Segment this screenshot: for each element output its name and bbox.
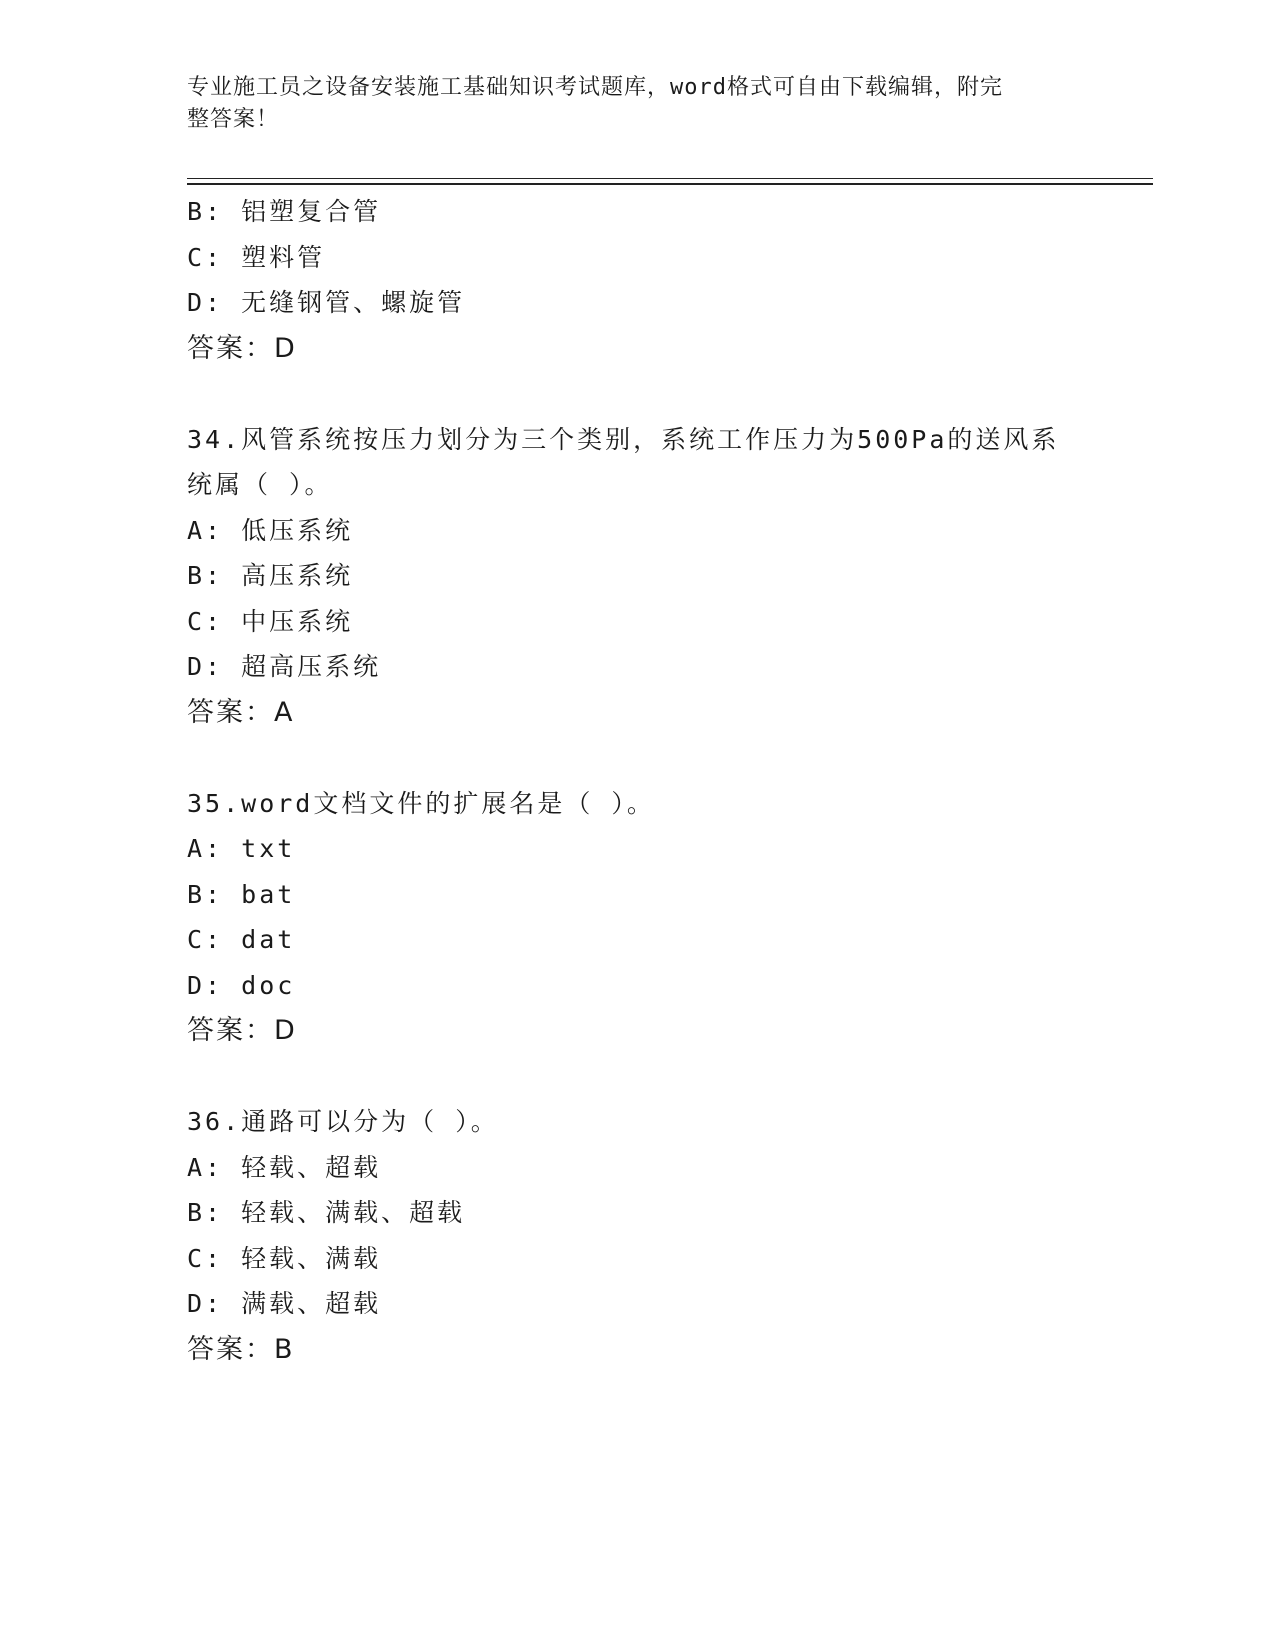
question-stem-line: 36.通路可以分为（ ）。 [187,1107,499,1136]
question-stem-line: 统属（ ）。 [187,470,333,499]
header-divider-thick [187,183,1153,185]
question-list [187,189,1107,1372]
question-fragment [187,189,1107,371]
option-c: C: 塑料管 [187,242,326,272]
option-a: A: txt [187,834,296,863]
option-c: C: dat [187,925,296,954]
option-c: C: 轻载、满载 [187,1243,382,1273]
option-c: C: 中压系统 [187,606,354,636]
option-d: D: 满载、超载 [187,1289,382,1318]
option-b: B: 高压系统 [187,561,354,590]
answer-line: 答案：D [187,332,297,364]
document-header [187,72,1067,136]
question-35 [187,781,1107,1054]
option-d: D: 超高压系统 [187,652,382,681]
answer-line: 答案：D [187,1015,297,1046]
option-b: B: 铝塑复合管 [187,197,382,226]
question-stem-line: 34.风管系统按压力划分为三个类别，系统工作压力为500Pa的送风系 [187,424,1060,454]
answer-line: 答案：B [187,1333,295,1365]
option-b: B: bat [187,879,296,909]
question-stem-line: 35.word文档文件的扩展名是（ ）。 [187,788,655,818]
option-d: D: doc [187,970,296,1000]
question-36 [187,1099,1107,1372]
option-d: D: 无缝钢管、螺旋管 [187,288,466,317]
header-line-2: 整答案！ [187,107,280,132]
header-divider-thin [187,178,1153,179]
answer-line: 答案：A [187,696,295,728]
option-a: A: 低压系统 [187,515,354,545]
header-line-1: 专业施工员之设备安装施工基础知识考试题库，word格式可自由下载编辑，附完 [187,75,1003,100]
option-b: B: 轻载、满载、超载 [187,1198,466,1227]
option-a: A: 轻载、超载 [187,1152,382,1182]
question-34 [187,417,1107,736]
